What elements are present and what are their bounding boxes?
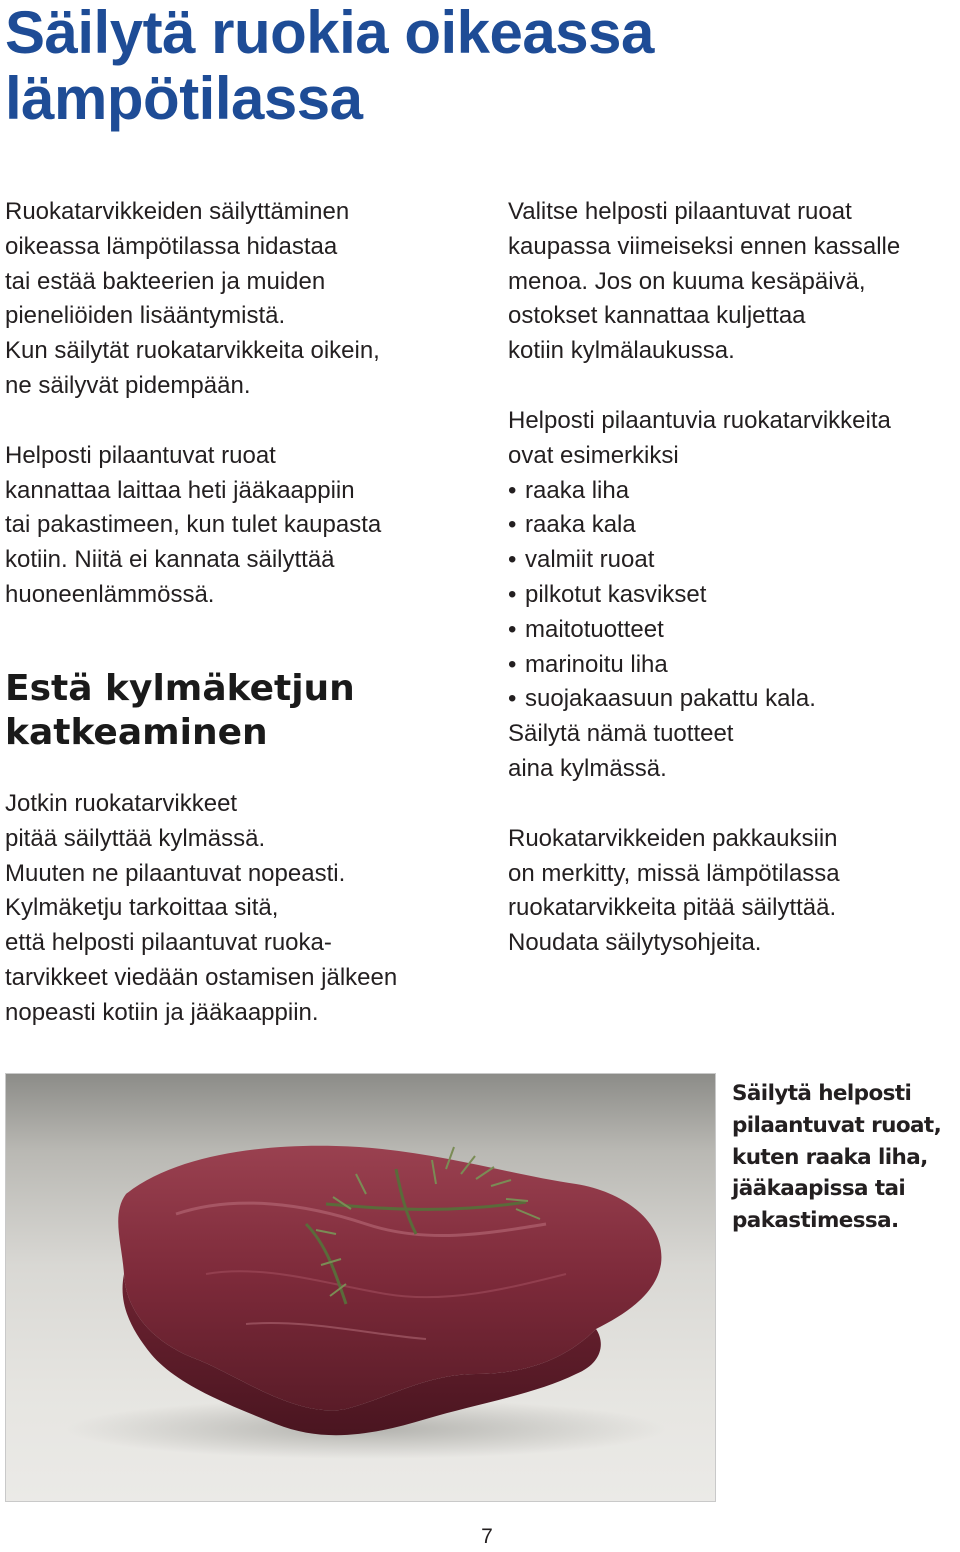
list-item-label: raaka kala (525, 511, 636, 539)
text-line: Helposti pilaantuvat ruoat (5, 441, 276, 469)
text-line: tai pakastimeen, kun tulet kaupasta (5, 511, 382, 539)
text-line: menoa. Jos on kuuma kesäpäivä, (508, 267, 866, 295)
text-line: Helposti pilaantuvia ruokatarvikkeita (508, 406, 891, 434)
left-column-intro (5, 195, 475, 613)
list-item (508, 648, 960, 683)
page-number: 7 (481, 1525, 493, 1548)
list-item-label: suojakaasuun pakattu kala. (525, 685, 816, 713)
text-line: aina kylmässä. (508, 754, 667, 782)
text-line: Muuten ne pilaantuvat nopeasti. (5, 859, 346, 887)
list-item (508, 543, 960, 578)
perishables-paragraph (5, 439, 475, 613)
text-line: Kun säilytät ruokatarvikkeita oikein, (5, 337, 380, 365)
text-line: pieneliöiden lisääntymistä. (5, 302, 286, 330)
text-line: Ruokatarvikkeiden säilyttäminen (5, 198, 350, 225)
text-line: on merkitty, missä lämpötilassa (508, 859, 840, 887)
list-item-label: marinoitu liha (525, 650, 668, 678)
list-item (508, 474, 960, 509)
text-line: pitää säilyttää kylmässä. (5, 824, 266, 852)
text-line: Jotkin ruokatarvikkeet (5, 790, 238, 817)
raw-meat-with-rosemary-icon (6, 1074, 715, 1501)
text-line: kotiin kylmälaukussa. (508, 337, 735, 365)
text-line: Valitse helposti pilaantuvat ruoat (508, 198, 852, 225)
text-line: kannattaa laittaa heti jääkaappiin (5, 476, 355, 504)
caption-line: pakastimessa. (732, 1208, 899, 1234)
perishable-examples-paragraph (508, 404, 960, 474)
text-line: ostokset kannattaa kuljettaa (508, 302, 806, 330)
text-line: kaupassa viimeiseksi ennen kassalle (508, 232, 901, 260)
bullet-icon: • (508, 511, 517, 539)
bullet-icon: • (508, 650, 517, 678)
list-item-label: maitotuotteet (525, 615, 664, 643)
caption-line: pilaantuvat ruoat, (732, 1112, 942, 1138)
page-title (5, 0, 654, 132)
text-line: nopeasti kotiin ja jääkaappiin. (5, 998, 319, 1026)
list-item-label: valmiit ruoat (525, 546, 655, 574)
list-item (508, 578, 960, 613)
bullet-icon: • (508, 546, 517, 574)
perishable-food-list (508, 474, 960, 718)
shopping-paragraph (508, 195, 960, 369)
text-line: oikeassa lämpötilassa hidastaa (5, 232, 338, 260)
text-line: huoneenlämmössä. (5, 580, 215, 608)
intro-paragraph (5, 195, 475, 404)
keep-cold-note (508, 717, 960, 787)
right-column (508, 195, 960, 961)
cold-chain-paragraph (5, 787, 475, 1031)
cold-chain-section (5, 787, 475, 1031)
text-line: Ruokatarvikkeiden pakkauksiin (508, 824, 838, 852)
bullet-icon: • (508, 580, 517, 608)
text-line: ne säilyvät pidempään. (5, 371, 251, 399)
page-title-line: lämpötilassa (5, 65, 363, 132)
page-title-line: Säilytä ruokia oikeassa (5, 0, 654, 66)
list-item (508, 508, 960, 543)
list-item (508, 682, 960, 717)
text-line: Kylmäketju tarkoittaa sitä, (5, 894, 279, 922)
text-line: ovat esimerkiksi (508, 441, 679, 469)
text-line: Noudata säilytysohjeita. (508, 929, 762, 957)
list-item-label: pilkotut kasvikset (525, 580, 707, 608)
text-line: tai estää bakteerien ja muiden (5, 267, 326, 295)
list-item (508, 613, 960, 648)
text-line: ruokatarvikkeita pitää säilyttää. (508, 894, 837, 922)
bullet-icon: • (508, 615, 517, 643)
package-labels-paragraph (508, 822, 960, 961)
section-heading-line: Estä kylmäketjun (5, 668, 355, 709)
caption-line: jääkaapissa tai (732, 1176, 906, 1202)
raw-meat-photo (5, 1073, 716, 1502)
section-heading (5, 667, 355, 755)
caption-line: Säilytä helposti (732, 1081, 912, 1106)
text-line: kotiin. Niitä ei kannata säilyttää (5, 546, 335, 574)
text-line: että helposti pilaantuvat ruoka- (5, 929, 332, 957)
photo-caption (732, 1078, 960, 1237)
bullet-icon: • (508, 685, 517, 713)
text-line: tarvikkeet viedään ostamisen jälkeen (5, 963, 398, 991)
caption-line: kuten raaka liha, (732, 1144, 928, 1170)
list-item-label: raaka liha (525, 476, 630, 504)
text-line: Säilytä nämä tuotteet (508, 720, 734, 748)
section-heading-line: katkeaminen (5, 712, 268, 753)
bullet-icon: • (508, 476, 517, 504)
